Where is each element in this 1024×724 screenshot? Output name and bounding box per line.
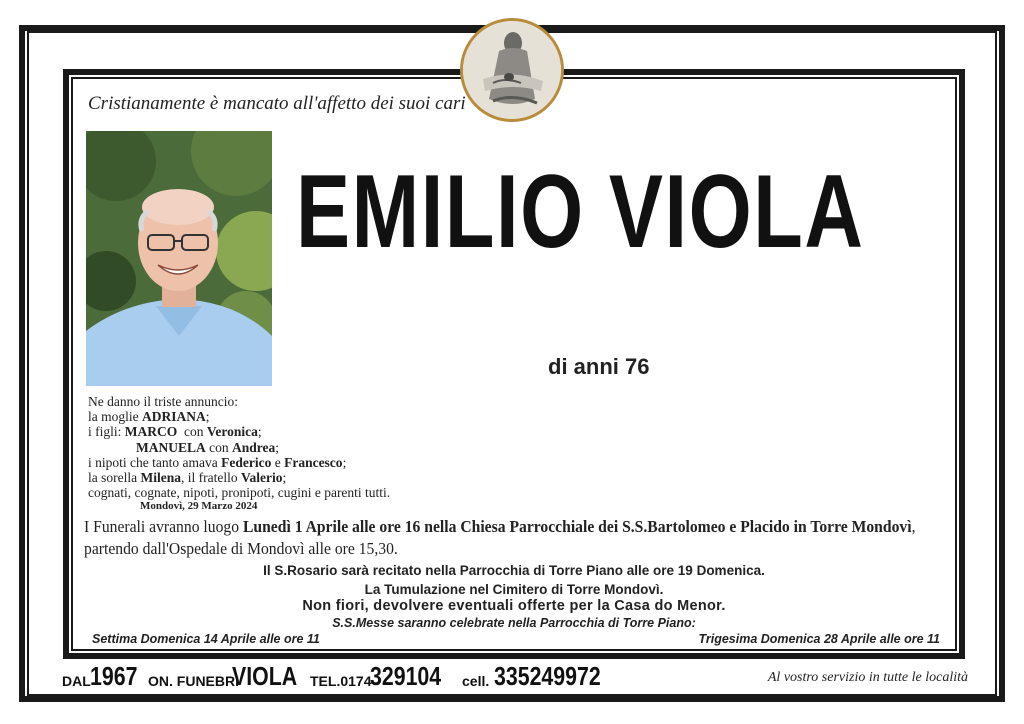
pieta-medallion-image — [460, 18, 564, 122]
no-flowers-notice: Non fiori, devolvere eventuali offerte per la Casa do Menor. — [302, 598, 726, 614]
intro-text: Cristianamente è mancato all'affetto dei suoi cari — [88, 93, 466, 114]
announcement-line: MANUELA con Andrea; — [136, 439, 280, 455]
footer-onoranze: ON. FUNEBRI — [148, 673, 239, 689]
funeral-details: I Funerali avranno luogo Lunedì 1 Aprile alle ore 16 nella Chiesa Parrocchiale dei S.S.Bartolomeo e Placido in Torre Mondovì, partendo dall'Ospedale di Mondovì alle ore 15,30. — [84, 517, 916, 558]
seventh-day-mass: Settima Domenica 14 Aprile alle ore 11 — [92, 632, 320, 646]
thirtieth-day-mass: Trigesima Domenica 28 Aprile alle ore 11 — [698, 632, 940, 646]
footer-year: 1967 — [90, 661, 138, 691]
footer-dal: DAL — [62, 673, 91, 689]
announcement-line: cognati, cognate, nipoti, pronipoti, cugini e parenti tutti. — [88, 485, 391, 501]
age-text: di anni 76 — [548, 354, 650, 379]
deceased-photo — [86, 131, 272, 386]
rosary-notice: Il S.Rosario sarà recitato nella Parrocchia di Torre Piano alle ore 19 Domenica. — [263, 563, 765, 578]
footer-brand: VIOLA — [232, 661, 298, 691]
burial-notice: La Tumulazione nel Cimitero di Torre Mondovì. — [364, 582, 664, 597]
footer-tel: 329104 — [370, 661, 442, 691]
dateline: Mondovì, 29 Marzo 2024 — [140, 500, 258, 512]
announcement-line: Ne danno il triste annuncio: — [88, 394, 238, 409]
announcement-line: i nipoti che tanto amava Federico e Francesco; — [88, 454, 347, 470]
announcement-line: la moglie ADRIANA; — [88, 409, 210, 425]
footer-cell: 335249972 — [494, 661, 601, 691]
footer-tel-label: TEL.0174 — [310, 673, 372, 689]
announcement-line: i figli: MARCO con Veronica; — [88, 424, 262, 440]
announcement-block — [88, 394, 390, 500]
announcement-line: la sorella Milena, il fratello Valerio; — [88, 470, 287, 486]
footer-cell-label: cell. — [462, 673, 490, 689]
masses-notice: S.S.Messe saranno celebrate nella Parrocchia di Torre Piano: — [332, 616, 696, 630]
service-tagline: Al vostro servizio in tutte le località — [767, 670, 968, 685]
deceased-name: EMILIO VIOLA — [296, 154, 865, 270]
